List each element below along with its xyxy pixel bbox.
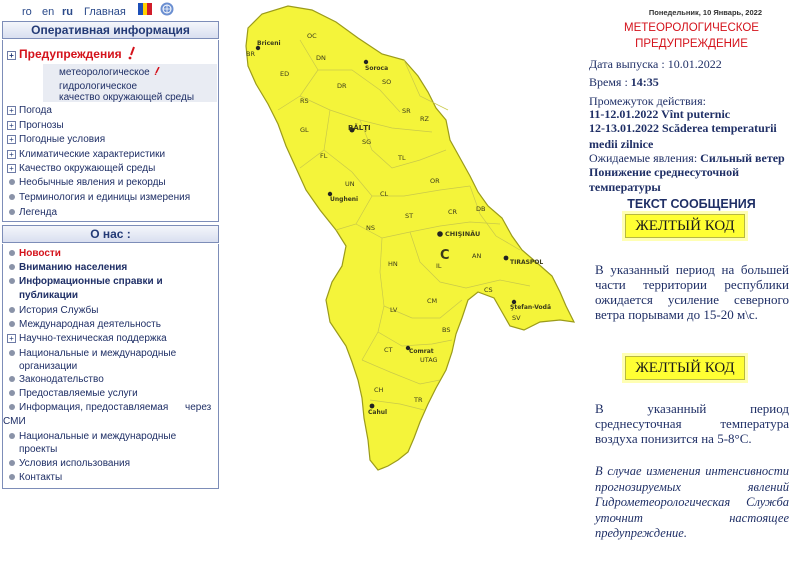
map-label-cahul: Cahul xyxy=(368,409,388,416)
map-label-lv: LV xyxy=(390,306,398,314)
submenu-meteo[interactable]: метеорологическое xyxy=(59,67,161,78)
map-label-sr: SR xyxy=(402,107,411,115)
alert-icon xyxy=(153,67,161,75)
current-date: Понедельник, 10 Январь, 2022 xyxy=(648,8,762,17)
wmo-logo-icon xyxy=(160,2,174,16)
map-label-un: UN xyxy=(345,180,355,188)
period-line2: 12-13.01.2022 Scăderea temperaturii xyxy=(589,121,777,135)
map-label-briceni: Briceni xyxy=(257,40,281,47)
menu-forecasts[interactable]: + Прогнозы xyxy=(7,120,64,131)
issue-date: Дата выпуска : 10.01.2022 xyxy=(589,57,722,71)
expand-icon[interactable]: + xyxy=(7,121,16,130)
map-label-ed: ED xyxy=(280,70,290,78)
language-bar xyxy=(0,0,222,22)
map-label-cs: CS xyxy=(484,286,493,294)
menu-warnings[interactable]: + Предупреждения xyxy=(7,46,139,61)
map-label-tl: TL xyxy=(398,154,406,162)
map-label-rs: RS xyxy=(300,97,309,105)
map-label-stefan-voda: Ştefan-Vodă xyxy=(510,304,552,311)
menu-terms[interactable]: Условия использования xyxy=(7,458,130,469)
map-label-comrat: Comrat xyxy=(409,348,434,355)
menu-organizations[interactable]: Национальные и международные xyxy=(7,348,176,359)
lang-en-link[interactable]: en xyxy=(42,6,55,18)
bulletin-title-line2: ПРЕДУПРЕЖДЕНИЕ xyxy=(635,38,748,50)
moldova-warning-map xyxy=(228,0,580,583)
map-label-rz: RZ xyxy=(420,115,429,123)
home-link[interactable]: Главная xyxy=(84,6,126,18)
bulletin-title-line1: МЕТЕОРОЛОГИЧЕСКОЕ xyxy=(624,22,759,34)
map-label-dn: DN xyxy=(316,54,326,62)
bullet-icon xyxy=(9,376,15,382)
menu-organizations-line2[interactable]: организации xyxy=(19,361,78,372)
map-label-or: OR xyxy=(430,177,440,185)
map-label-hn: HN xyxy=(388,260,398,268)
about-header: О нас : xyxy=(2,225,219,243)
bullet-icon xyxy=(9,460,15,466)
map-label-cl: CL xyxy=(380,190,389,198)
submenu-environment[interactable]: качество окружающей среды xyxy=(59,92,195,103)
message-text-header: ТЕКСТ СООБЩЕНИЯ xyxy=(627,197,756,211)
menu-attention[interactable]: Вниманию населения xyxy=(7,262,127,273)
bullet-icon xyxy=(9,474,15,480)
alert-icon xyxy=(125,46,139,60)
map-label-il: IL xyxy=(436,262,442,270)
lang-ru-link[interactable]: ru xyxy=(62,6,73,18)
expected-line3: температуры xyxy=(589,180,661,194)
map-label-gl: GL xyxy=(300,126,309,134)
period-line3: medii zilnice xyxy=(589,137,654,151)
menu-media-info-line2[interactable]: СМИ xyxy=(3,416,26,427)
map-label-dr: DR xyxy=(337,82,347,90)
bullet-icon xyxy=(9,350,15,356)
menu-services[interactable]: Предоставляемые услуги xyxy=(7,388,138,399)
moldova-flag-icon xyxy=(138,2,152,16)
left-sidebar xyxy=(0,0,222,583)
map-label-so: SO xyxy=(382,78,392,86)
operative-info-panel xyxy=(2,40,219,222)
map-label-ct: CT xyxy=(384,346,393,354)
map-label-soroca: Soroca xyxy=(365,65,389,72)
map-label-utag: UTAG xyxy=(420,356,438,364)
map-label-sg: SG xyxy=(362,138,372,146)
menu-contacts[interactable]: Контакты xyxy=(7,472,62,483)
bullet-icon xyxy=(9,390,15,396)
operative-info-header: Оперативная информация xyxy=(2,21,219,39)
map-label-cm: CM xyxy=(427,297,438,305)
menu-media-info[interactable]: Информация, предоставляемая через xyxy=(7,402,168,413)
expand-icon[interactable]: + xyxy=(7,334,16,343)
menu-projects[interactable]: Национальные и международные xyxy=(7,431,176,442)
bullet-icon xyxy=(9,264,15,270)
map-label-tiraspol: TIRASPOL xyxy=(510,259,544,266)
map-label-tr: TR xyxy=(414,396,423,404)
map-label-an: AN xyxy=(472,252,482,260)
bullet-icon xyxy=(9,250,15,256)
bullet-icon xyxy=(9,404,15,410)
map-label-fl: FL xyxy=(320,152,328,160)
map-label-db: DB xyxy=(476,205,486,213)
submenu-hydro[interactable]: гидрологическое xyxy=(59,81,138,92)
lang-ro-link[interactable]: ro xyxy=(22,6,32,18)
expand-icon[interactable]: + xyxy=(7,164,16,173)
map-label-c: C xyxy=(440,248,450,263)
bullet-icon xyxy=(9,209,15,215)
menu-scientific[interactable]: + Научно-техническая поддержка xyxy=(7,333,167,344)
map-label-chisinau: CHIŞINĂU xyxy=(445,230,481,238)
map-label-ch: CH xyxy=(374,386,384,394)
menu-weather[interactable]: + Погода xyxy=(7,105,52,116)
expand-icon[interactable]: + xyxy=(7,51,16,60)
expand-icon[interactable]: + xyxy=(7,106,16,115)
bullet-icon xyxy=(9,194,15,200)
map-label-ns: NS xyxy=(366,224,375,232)
bullet-icon xyxy=(9,278,15,284)
map-label-br: BR xyxy=(246,50,255,58)
map-label-cr: CR xyxy=(448,208,458,216)
menu-publications-line2[interactable]: публикации xyxy=(19,290,79,301)
menu-legend[interactable]: Легенда xyxy=(7,207,57,218)
menu-international[interactable]: Международная деятельность xyxy=(7,319,161,330)
expected-line2: Понижение среднесуточной xyxy=(589,165,739,179)
map-label-st: ST xyxy=(405,212,414,220)
expand-icon[interactable]: + xyxy=(7,150,16,159)
bullet-icon xyxy=(9,179,15,185)
expand-icon[interactable]: + xyxy=(7,135,16,144)
update-note: В случае изменения интенсивности прогнозируемых явлений Гидрометеорологическая Служба уточнит настоящее предупреждение. xyxy=(595,464,789,540)
yellow-code-badge-1: ЖЕЛТЫЙ КОД xyxy=(625,214,745,238)
menu-environment-quality[interactable]: + Качество окружающей среды xyxy=(7,163,155,174)
period-label: Промежуток действия: xyxy=(589,94,706,108)
issue-time: Время : 14:35 xyxy=(589,75,659,89)
menu-news[interactable]: Новости xyxy=(7,248,61,259)
bullet-icon xyxy=(9,321,15,327)
bullet-icon xyxy=(9,433,15,439)
bullet-icon xyxy=(9,307,15,313)
menu-climate[interactable]: + Климатические характеристики xyxy=(7,149,165,160)
map-label-balti: BĂLŢI xyxy=(348,124,371,132)
map-label-oc: OC xyxy=(307,32,317,40)
warning-bulletin xyxy=(585,0,800,583)
warning-message-1: В указанный период на большей части территории республики ожидается усиление северного ветра порывами до 15-20 м\с. xyxy=(595,262,789,322)
yellow-code-badge-2: ЖЕЛТЫЙ КОД xyxy=(625,356,745,380)
warning-message-2: В указанный период среднесуточная температура воздуха понизится на 5-8°С. xyxy=(595,401,789,446)
menu-projects-line2[interactable]: проекты xyxy=(19,444,58,455)
expected-phenomena: Ожидаемые явления: Сильный ветер xyxy=(589,151,785,165)
map-label-bs: BS xyxy=(442,326,451,334)
menu-legislation[interactable]: Законодательство xyxy=(7,374,104,385)
map-label-ungheni: Ungheni xyxy=(330,196,359,203)
menu-terminology[interactable]: Терминология и единицы измерения xyxy=(7,192,190,203)
period-line1: 11-12.01.2022 Vînt puternic xyxy=(589,107,731,121)
menu-weather-conditions[interactable]: + Погодные условия xyxy=(7,134,105,145)
menu-history[interactable]: История Службы xyxy=(7,305,98,316)
menu-publications[interactable]: Информационные справки и xyxy=(7,276,163,287)
menu-records[interactable]: Необычные явления и рекорды xyxy=(7,177,166,188)
moldova-territory xyxy=(246,6,574,470)
map-label-sv: SV xyxy=(512,314,521,322)
about-panel xyxy=(2,244,219,489)
